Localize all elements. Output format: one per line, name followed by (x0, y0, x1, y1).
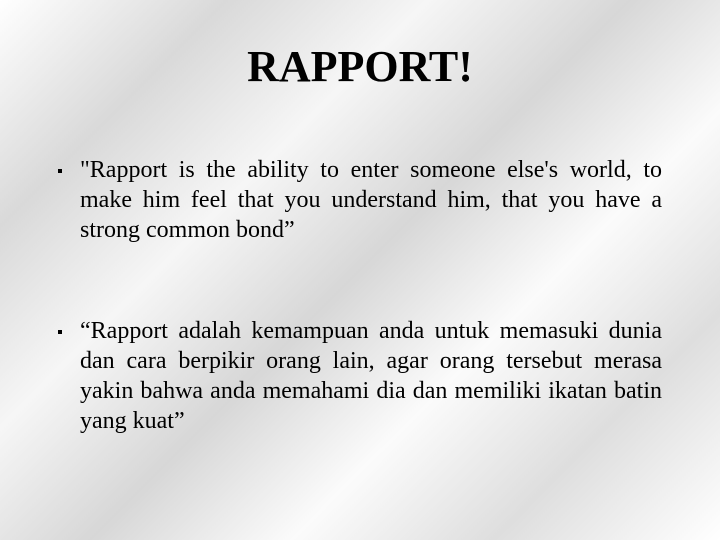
bullet-item-indonesian-quote (80, 316, 662, 436)
bullet-square-icon (58, 169, 62, 173)
bullet-item-english-quote (80, 155, 662, 245)
bullet-square-icon (58, 330, 62, 334)
bullet-text: “Rapport adalah kemampuan anda untuk memasuki dunia dan cara berpikir orang lain, agar orang tersebut merasa yakin bahwa anda memahami dia dan memiliki ikatan batin yang kuat” (80, 318, 662, 434)
bullet-text: "Rapport is the ability to enter someone else's world, to make him feel that you understand him, that you have a strong common bond” (80, 157, 662, 243)
slide-title: RAPPORT! (247, 42, 473, 91)
